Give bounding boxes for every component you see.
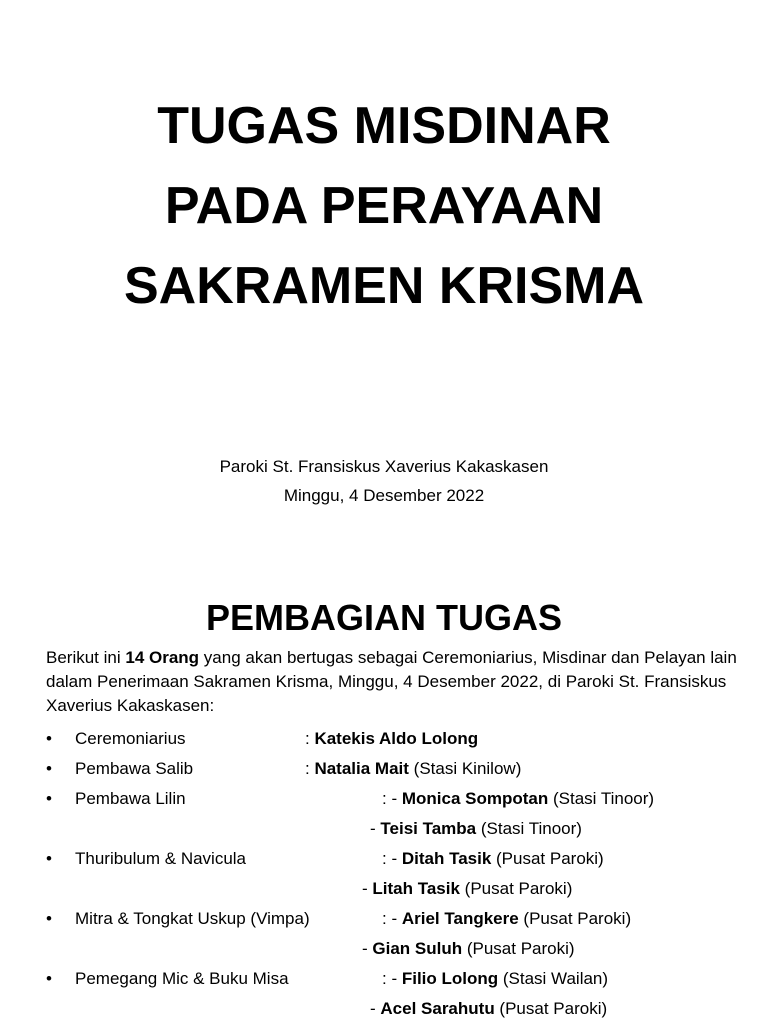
assignee-prefix: - bbox=[370, 999, 381, 1018]
main-title bbox=[0, 86, 768, 326]
assignee bbox=[305, 754, 521, 784]
assignment-row bbox=[0, 934, 768, 964]
assignee bbox=[362, 874, 572, 904]
assignment-row bbox=[0, 754, 768, 784]
bullet-icon: • bbox=[46, 909, 52, 928]
assignment-row bbox=[0, 874, 768, 904]
assignee bbox=[382, 844, 604, 874]
assignee bbox=[370, 814, 582, 844]
subtitle bbox=[0, 452, 768, 510]
assignee-place: (Pusat Paroki) bbox=[459, 879, 573, 898]
assignee-place: (Pusat Paroki) bbox=[518, 909, 632, 928]
assignee bbox=[382, 904, 631, 934]
assignee-name: Acel Sarahutu bbox=[380, 999, 495, 1018]
parish-name: Paroki St. Fransiskus Xaverius Kakaskasen bbox=[219, 457, 549, 476]
assignee-prefix: - bbox=[362, 879, 373, 898]
main-title-line-2: PADA PERAYAAN bbox=[164, 177, 604, 235]
assignment-row bbox=[0, 844, 768, 874]
bullet-icon: • bbox=[46, 969, 52, 988]
assignee-place: (Stasi Wailan) bbox=[498, 969, 609, 988]
assignee bbox=[370, 994, 607, 1024]
event-date: Minggu, 4 Desember 2022 bbox=[283, 486, 485, 505]
assignment-row bbox=[0, 964, 768, 994]
bullet-icon: • bbox=[46, 849, 52, 868]
assignee-prefix: - bbox=[370, 819, 381, 838]
assignee-prefix: : bbox=[305, 729, 315, 748]
role-label: Pembawa Salib bbox=[75, 759, 194, 778]
main-title-line-3: SAKRAMEN KRISMA bbox=[124, 257, 644, 315]
assignee-name: Teisi Tamba bbox=[380, 819, 477, 838]
assignee bbox=[305, 724, 478, 754]
assignee-prefix: : - bbox=[382, 789, 402, 808]
assignment-row bbox=[0, 784, 768, 814]
assignment-row bbox=[0, 814, 768, 844]
assignee-name: Ariel Tangkere bbox=[401, 909, 519, 928]
role-label: Ceremoniarius bbox=[75, 729, 186, 748]
intro-paragraph bbox=[46, 646, 746, 718]
assignee-prefix: : bbox=[305, 759, 315, 778]
assignee-name: Monica Sompotan bbox=[401, 789, 549, 808]
role-label: Thuribulum & Navicula bbox=[75, 849, 247, 868]
assignee bbox=[382, 784, 654, 814]
assignee-place: (Pusat Paroki) bbox=[494, 999, 608, 1018]
assignment-row bbox=[0, 994, 768, 1024]
bullet-icon: • bbox=[46, 729, 52, 748]
main-title-line-1: TUGAS MISDINAR bbox=[157, 97, 611, 155]
section-title: PEMBAGIAN TUGAS bbox=[205, 597, 562, 638]
assignment-slide bbox=[0, 570, 768, 1024]
assignee-name: Litah Tasik bbox=[372, 879, 460, 898]
bullet-icon: • bbox=[46, 759, 52, 778]
assignee-place: (Pusat Paroki) bbox=[462, 939, 575, 958]
assignment-row bbox=[0, 724, 768, 754]
assignee-prefix: - bbox=[362, 939, 373, 958]
assignee-name: Filio Lolong bbox=[401, 969, 499, 988]
assignee-prefix: : - bbox=[382, 909, 402, 928]
assignee-place: (Stasi Tinoor) bbox=[476, 819, 582, 838]
role-label: Mitra & Tongkat Uskup (Vimpa) bbox=[75, 909, 310, 928]
assignment-row bbox=[0, 904, 768, 934]
assignee-place: (Pusat Paroki) bbox=[491, 849, 604, 868]
assignee-name: Gian Suluh bbox=[372, 939, 463, 958]
assignee-name: Katekis Aldo Lolong bbox=[314, 729, 479, 748]
assignee bbox=[382, 964, 608, 994]
intro-text-before: Berikut ini bbox=[46, 648, 126, 667]
assignee-place: (Stasi Kinilow) bbox=[408, 759, 522, 778]
assignee bbox=[362, 934, 575, 964]
assignee-place: (Stasi Tinoor) bbox=[548, 789, 655, 808]
intro-count: 14 Orang bbox=[125, 648, 200, 667]
assignee-prefix: : - bbox=[382, 849, 402, 868]
bullet-icon: • bbox=[46, 789, 52, 808]
intro-text-after: yang akan bertugas sebagai Ceremoniarius, Misdinar dan Pelayan lain dalam Penerimaan Sakramen Krisma, Minggu, 4 Desember 2022, di Paroki St. Fransiskus Xaverius Kakaskasen: bbox=[46, 648, 737, 715]
assignee-prefix: : - bbox=[382, 969, 402, 988]
assignee-name: Natalia Mait bbox=[314, 759, 409, 778]
assignee-name: Ditah Tasik bbox=[401, 849, 492, 868]
role-label: Pembawa Lilin bbox=[75, 789, 186, 808]
role-label: Pemegang Mic & Buku Misa bbox=[75, 969, 289, 988]
